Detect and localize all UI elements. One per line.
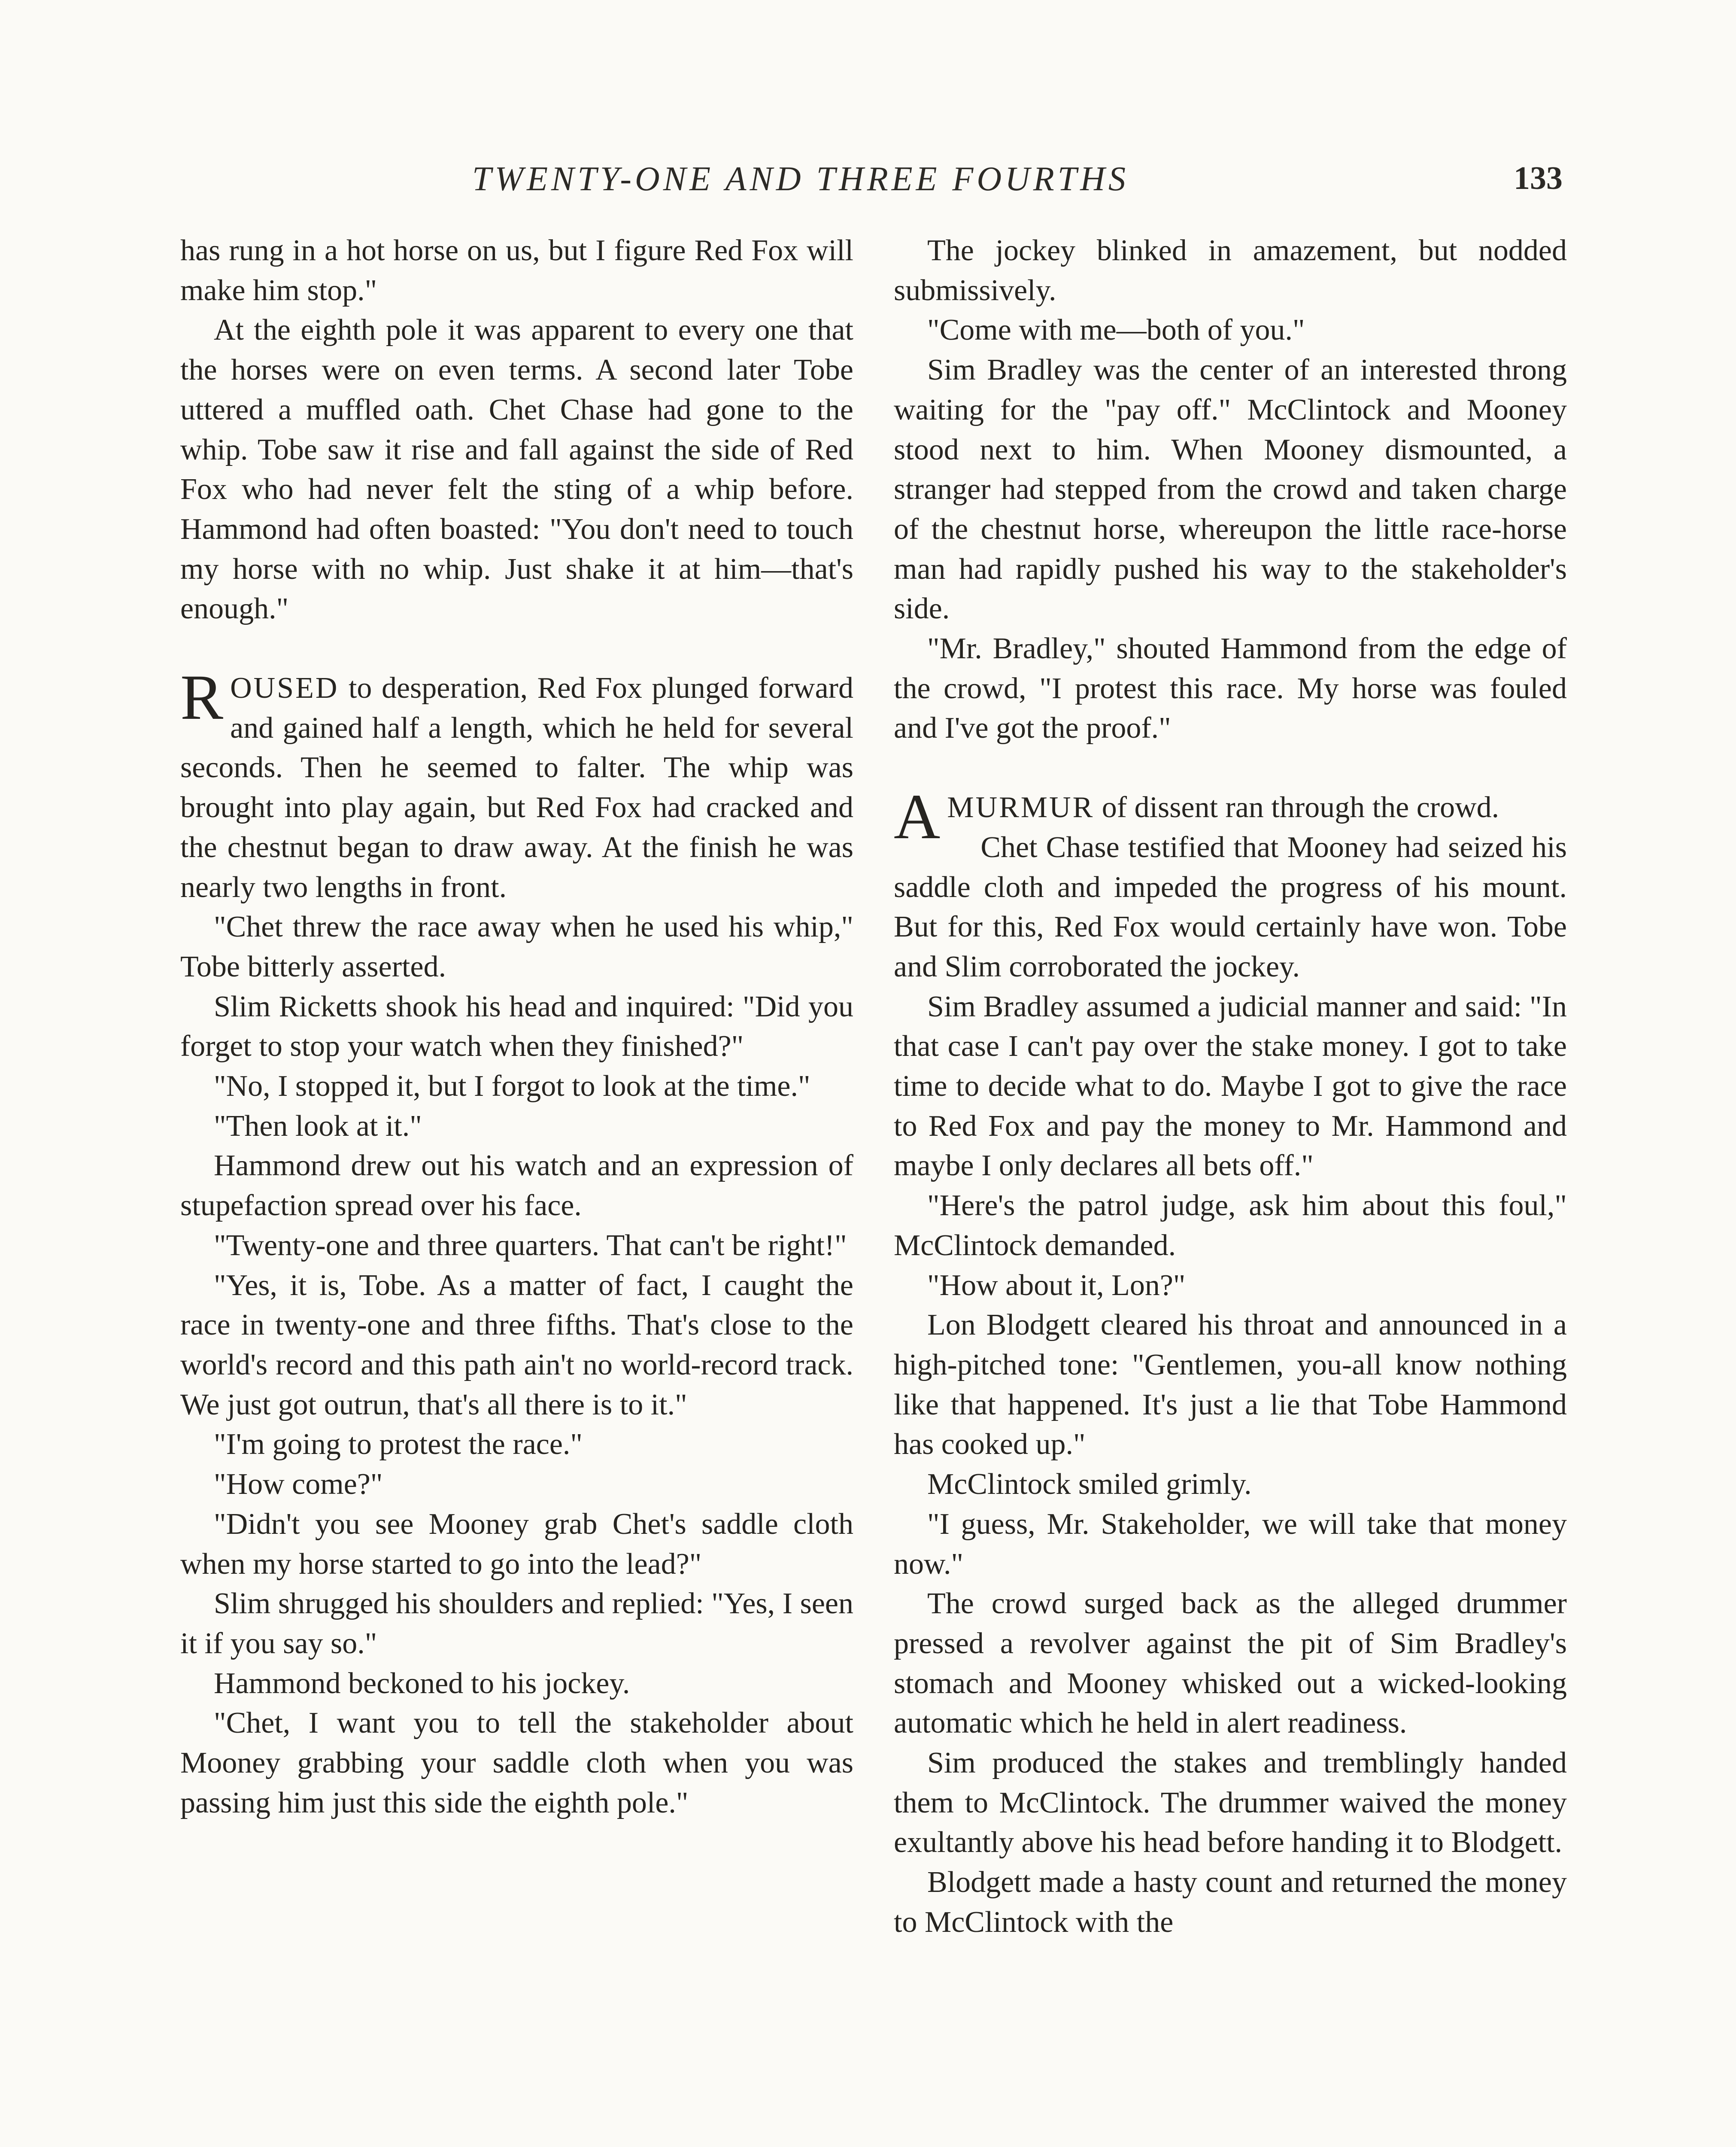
drop-cap: R: [180, 662, 224, 733]
page-number: 133: [1514, 160, 1563, 196]
paragraph-text: to desperation, Red Fox plunged forward and gained half a length, which he held for several seconds. Then he seemed to falter. The whip was brought into play again, but Red Fox had cracked and the chestnut began to draw away. At the finish he was nearly two lengths in front.: [180, 672, 853, 904]
paragraph: Slim shrugged his shoulders and replied: "Yes, I seen it if you say so.": [180, 1587, 853, 1660]
section-opening-paragraph: [894, 781, 1567, 853]
paragraph: Hammond drew out his watch and an expression of stupefaction spread over his face.: [180, 1149, 853, 1223]
small-caps-lead: OUSED: [230, 672, 339, 705]
paragraph: "Mr. Bradley," shouted Hammond from the edge of the crowd, "I protest this race. My horse was fouled and I've got the proof.": [894, 632, 1567, 745]
paragraph-text: of dissent ran through the crowd.: [1094, 791, 1499, 824]
paragraph: At the eighth pole it was apparent to every one that the horses were on even terms. A second later Tobe uttered a muffled oath. Chet Chase had gone to the whip. Tobe saw it rise and fall against the side of Red Fox who had never felt the sting of a whip before. Hammond had often boasted: "You don't need to touch my horse with no whip. Just shake it at him—that's enough.": [180, 313, 853, 626]
paragraph: "I guess, Mr. Stakeholder, we will take that money now.": [894, 1507, 1567, 1581]
paragraph: "Here's the patrol judge, ask him about this foul," McClintock demanded.: [894, 1189, 1567, 1262]
paragraph: "Chet, I want you to tell the stakeholder about Mooney grabbing your saddle cloth when you was passing him just this side the eighth pole.": [180, 1706, 853, 1819]
paragraph: "Yes, it is, Tobe. As a matter of fact, I caught the race in twenty-one and three fifths. That's close to the world's record and this path ain't no world-record track. We just got outrun, that's all there is to it.": [180, 1268, 853, 1421]
drop-cap: A: [894, 781, 941, 853]
paragraph: Hammond beckoned to his jockey.: [214, 1667, 630, 1700]
paragraph: "How about it, Lon?": [927, 1268, 1186, 1302]
paragraph: "Then look at it.": [214, 1109, 422, 1143]
paragraph: has rung in a hot horse on us, but I figure Red Fox will make him stop.": [180, 234, 853, 307]
paragraph: "No, I stopped it, but I forgot to look at the time.": [214, 1070, 810, 1103]
paragraph: "Twenty-one and three quarters. That can't be right!": [214, 1229, 847, 1262]
running-head-title: TWENTY-ONE AND THREE FOURTHS: [472, 160, 1129, 198]
paragraph: "I'm going to protest the race.": [214, 1428, 583, 1461]
paragraph: The crowd surged back as the alleged drummer pressed a revolver against the pit of Sim Bradley's stomach and Mooney whisked out a wicked-looking automatic which he held in alert readiness.: [894, 1587, 1567, 1740]
paragraph: Chet Chase testified that Mooney had seized his saddle cloth and impeded the progress of his mount. But for this, Red Fox would certainly have won. Tobe and Slim corroborated the jockey.: [894, 830, 1567, 983]
left-text-column: [180, 231, 853, 1823]
paragraph: "Didn't you see Mooney grab Chet's saddle cloth when my horse started to go into the lead?": [180, 1507, 853, 1581]
paragraph: "Come with me—both of you.": [927, 313, 1305, 347]
paragraph: "Chet threw the race away when he used his whip," Tobe bitterly asserted.: [180, 910, 853, 983]
right-text-column: [894, 231, 1567, 1943]
paragraph: Slim Ricketts shook his head and inquired: "Did you forget to stop your watch when they finished?": [180, 990, 853, 1063]
paragraph: "How come?": [214, 1468, 383, 1501]
paragraph: The jockey blinked in amazement, but nodded submissively.: [894, 234, 1567, 307]
paragraph: Lon Blodgett cleared his throat and announced in a high-pitched tone: "Gentlemen, you-all know nothing like that happened. It's just a lie that Tobe Hammond has cooked up.": [894, 1308, 1567, 1461]
small-caps-lead: MURMUR: [947, 791, 1095, 824]
section-opening-paragraph: [180, 662, 853, 907]
paragraph: Blodgett made a hasty count and returned the money to McClintock with the: [894, 1866, 1567, 1939]
paragraph: Sim Bradley assumed a judicial manner and said: "In that case I can't pay over the stake money. I got to take time to decide what to do. Maybe I got to give the race to Red Fox and pay the money to Mr. Hammond and maybe I only declares all bets off.": [894, 990, 1567, 1183]
paragraph: McClintock smiled grimly.: [927, 1468, 1252, 1501]
paragraph: Sim Bradley was the center of an interested throng waiting for the "pay off." McClintock and Mooney stood next to him. When Mooney dismounted, a stranger had stepped from the crowd and taken charge of the chestnut horse, whereupon the little race-horse man had rapidly pushed his way to the stakeholder's side.: [894, 353, 1567, 626]
paragraph: Sim produced the stakes and tremblingly handed them to McClintock. The drummer waived the money exultantly above his head before handing it to Blodgett.: [894, 1746, 1567, 1859]
